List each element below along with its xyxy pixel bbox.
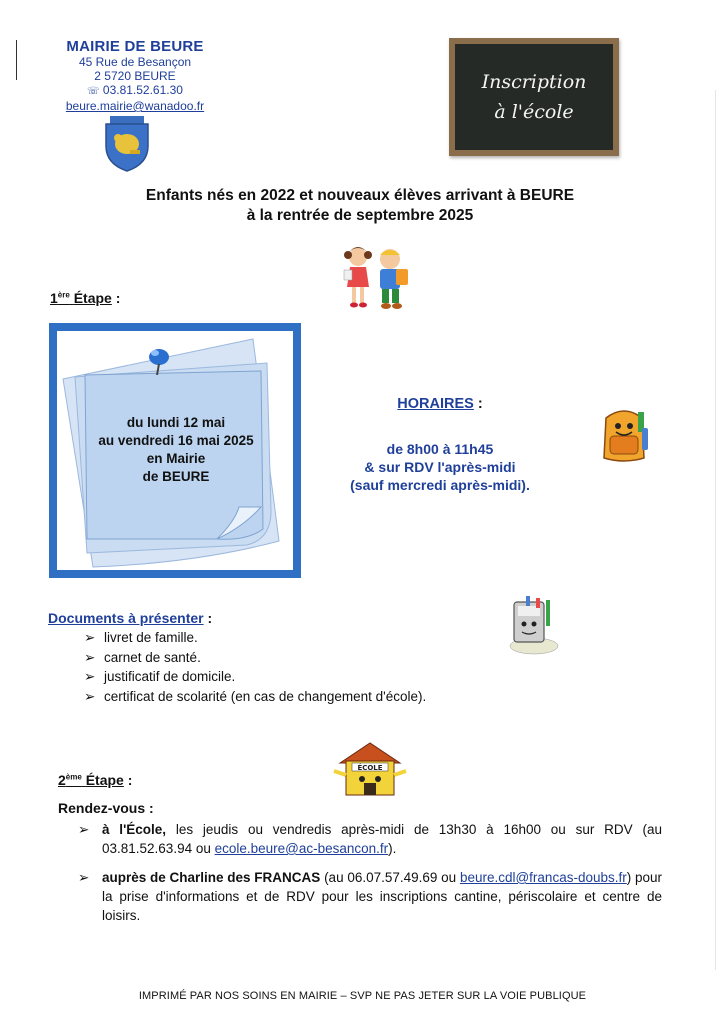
list-item: ➢ livret de famille. <box>84 628 426 648</box>
rendez-vous-heading: Rendez-vous : <box>58 800 154 816</box>
headline-line-1: Enfants nés en 2022 et nouveaux élèves arrivant à BEURE <box>145 187 575 204</box>
headline <box>90 186 630 226</box>
chalkboard-title <box>449 38 619 156</box>
horaires-heading: HORAIRES : <box>397 396 483 412</box>
arrow-bullet-icon: ➢ <box>84 669 96 684</box>
rdv-item-francas: ➢ auprès de Charline des FRANCAS (au 06.07.57.49.69 ou beure.cdl@francas-doubs.fr) pour la prise d'informations et de RDV pour les inscriptions cantine, périscolaire et centre de loisirs. <box>78 870 663 923</box>
documents-character-illustration <box>504 596 560 656</box>
mairie-header <box>40 38 230 113</box>
beaver-crest-icon <box>104 116 150 172</box>
etape-1-label: 1ère Étape <box>50 290 112 306</box>
list-item: ➢ carnet de santé. <box>84 648 426 668</box>
school-sign-text: ÉCOLE <box>357 764 383 772</box>
mairie-address-2: 2 5720 BEURE <box>94 69 176 83</box>
school-building-illustration <box>330 741 410 799</box>
horaires-line-1: de 8h00 à 11h45 <box>386 441 494 457</box>
etape-2-heading: 2ème Étape : <box>58 772 133 788</box>
arrow-bullet-icon: ➢ <box>78 822 90 837</box>
phone-icon: ☏ <box>87 86 100 97</box>
headline-line-2: à la rentrée de septembre 2025 <box>246 207 474 224</box>
documents-label: Documents à présenter <box>48 610 204 626</box>
mairie-phone-line <box>40 83 230 99</box>
schoolchildren-illustration <box>336 243 412 313</box>
note-line-1: du lundi 12 mai <box>126 415 226 430</box>
mairie-name: MAIRIE DE BEURE <box>66 38 204 55</box>
list-item: ➢ justificatif de domicile. <box>84 667 426 687</box>
arrow-bullet-icon: ➢ <box>84 688 96 704</box>
rdv-ecole-title: à l'École, <box>102 822 167 837</box>
footer-notice: IMPRIMÉ PAR NOS SOINS EN MAIRIE – SVP NE PAS JETER SUR LA VOIE PUBLIQUE <box>138 990 587 1002</box>
mairie-address-1: 45 Rue de Besançon <box>78 55 192 69</box>
chalkboard-line-1: Inscription <box>481 71 587 93</box>
arrow-bullet-icon: ➢ <box>84 630 96 645</box>
scan-edge-line-right <box>715 90 716 970</box>
documents-list <box>84 628 426 706</box>
ecole-email-link[interactable]: ecole.beure@ac-besancon.fr <box>214 841 389 856</box>
etape-1-heading: 1ère Étape : <box>50 290 121 306</box>
rdv-item-ecole: ➢ à l'École, les jeudis ou vendredis après-midi de 13h30 à 16h00 ou sur RDV (au 03.81.52.63.94 ou ecole.beure@ac-besancon.fr). <box>78 822 662 856</box>
note-line-3: en Mairie <box>146 451 206 466</box>
arrow-bullet-icon: ➢ <box>78 870 90 885</box>
list-item: ➢ certificat de scolarité (en cas de changement d'école). <box>84 687 426 707</box>
note-line-4: de BEURE <box>142 469 210 484</box>
horaires-text <box>330 440 550 494</box>
francas-email-link[interactable]: beure.cdl@francas-doubs.fr <box>459 870 627 885</box>
documents-heading: Documents à présenter : <box>48 610 213 626</box>
backpack-illustration <box>598 404 650 464</box>
horaires-label: HORAIRES <box>397 396 474 412</box>
etape-2-label: 2ème Étape <box>58 772 124 788</box>
mairie-email-link[interactable]: beure.mairie@wanadoo.fr <box>65 99 205 113</box>
horaires-line-2: & sur RDV l'après-midi <box>364 459 516 475</box>
arrow-bullet-icon: ➢ <box>84 649 96 665</box>
chalkboard-line-2: à l'école <box>494 101 574 123</box>
dates-note-text <box>92 414 260 486</box>
scan-edge-line <box>16 40 17 80</box>
note-line-2: au vendredi 16 mai 2025 <box>98 433 254 448</box>
rdv-francas-title: auprès de Charline des FRANCAS <box>102 870 321 885</box>
mairie-phone: 03.81.52.61.30 <box>102 83 183 97</box>
horaires-line-3: (sauf mercredi après-midi). <box>350 477 530 493</box>
